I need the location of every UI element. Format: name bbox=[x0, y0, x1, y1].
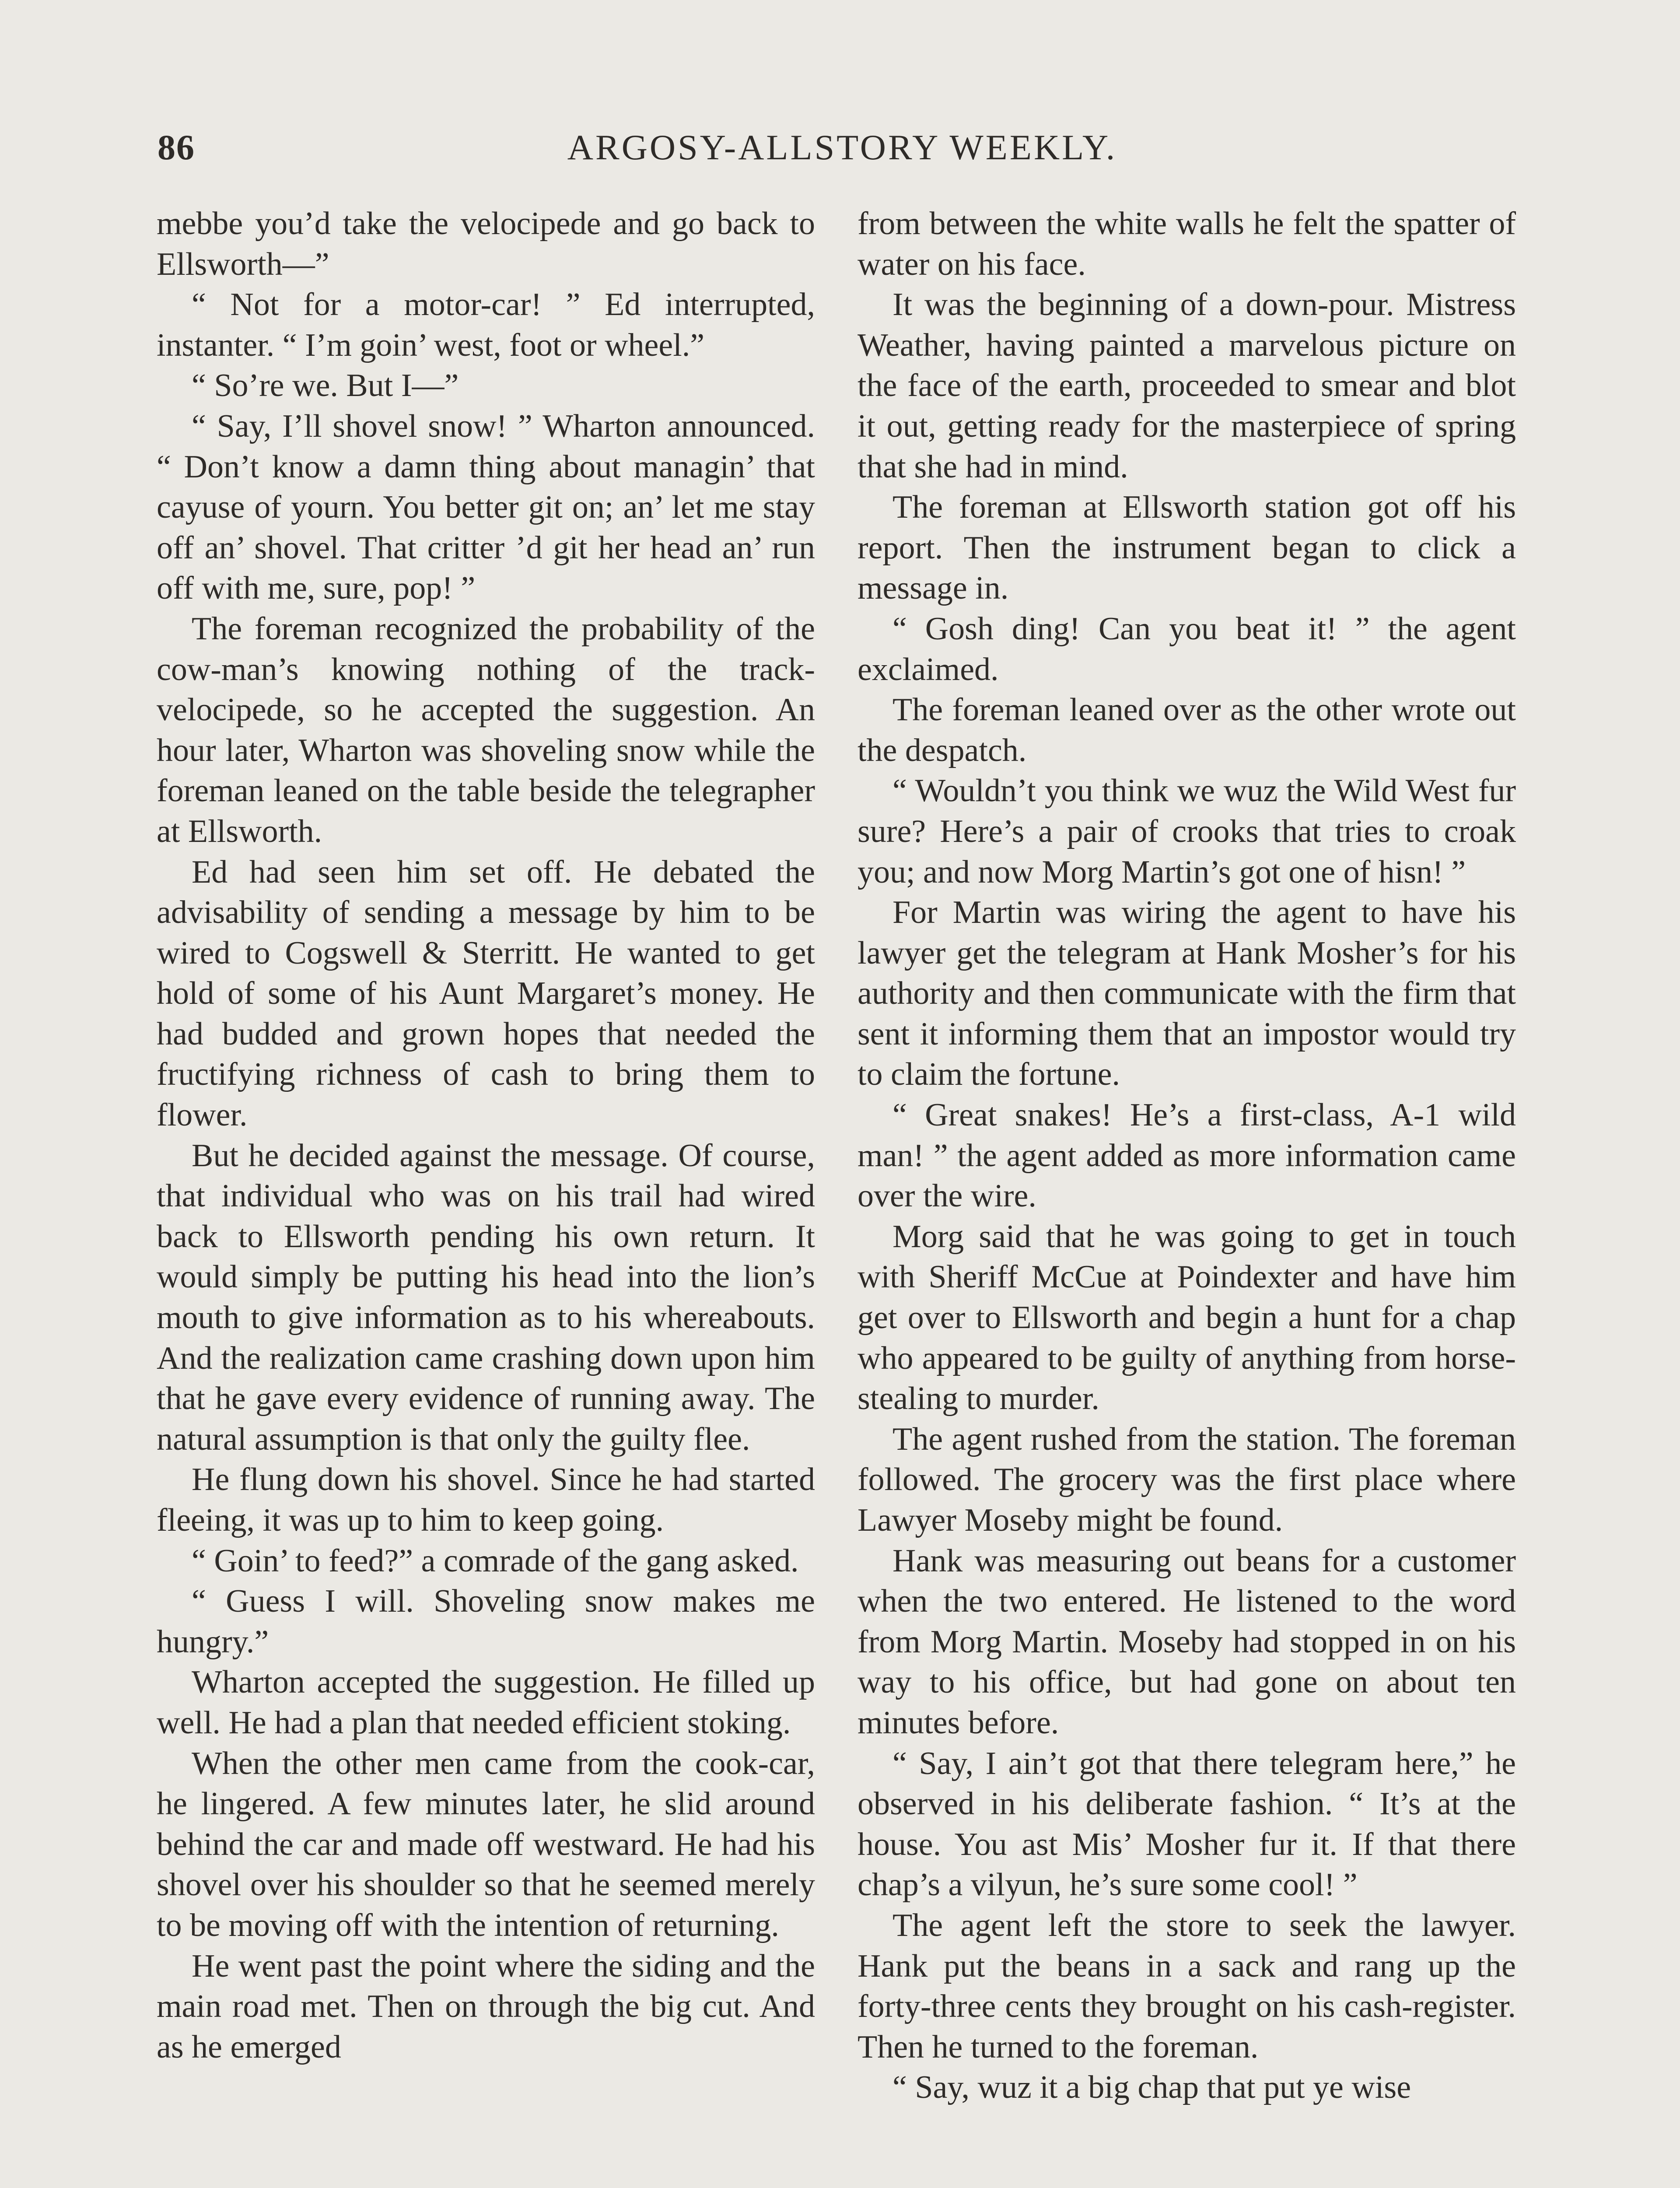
paragraph: But he decided against the message. Of course, that individual who was on his trail had wired back to Ellsworth pending his own return. It would simply be putting his head into the lion’s mouth to give information as to his whereabouts. And the realization came crashing down upon him that he gave every evidence of running away. The natural assumption is that only the guilty flee. bbox=[157, 1137, 815, 1457]
paragraph: For Martin was wiring the agent to have his lawyer get the telegram at Hank Mosher’s for his authority and then communicate with the firm that sent it informing them that an impostor would try to claim the fortune. bbox=[858, 894, 1516, 1093]
paragraph: “ So’re we. But I—” bbox=[192, 368, 459, 404]
left-column bbox=[157, 203, 815, 2067]
paragraph: The foreman leaned over as the other wrote out the despatch. bbox=[858, 692, 1516, 768]
page-header bbox=[158, 127, 1527, 175]
paragraph: “ Not for a motor-car! ” Ed interrupted, instanter. “ I’m goin’ west, foot or wheel.” bbox=[157, 287, 815, 363]
paragraph: “ Say, wuz it a big chap that put ye wise bbox=[892, 2069, 1411, 2106]
paragraph: He went past the point where the siding and the main road met. Then on through the big cut. And as he emerged bbox=[157, 1948, 815, 2065]
paragraph: When the other men came from the cook-car, he lingered. A few minutes later, he slid around behind the car and made off westward. He had his shovel over his shoulder so that he seemed merely to be moving off with the intention of returning. bbox=[157, 1745, 815, 1943]
paragraph: “ Goin’ to feed?” a comrade of the gang asked. bbox=[192, 1543, 799, 1579]
paragraph: The foreman at Ellsworth station got off his report. Then the instrument began to click a message in. bbox=[858, 489, 1516, 607]
paragraph: Wharton accepted the suggestion. He filled up well. He had a plan that needed efficient stoking. bbox=[157, 1664, 815, 1741]
paragraph: The agent left the store to seek the lawyer. Hank put the beans in a sack and rang up the forty-three cents they brought on his cash-register. Then he turned to the foreman. bbox=[858, 1907, 1516, 2065]
paragraph: Ed had seen him set off. He debated the advisability of sending a message by him to be wired to Cogswell & Sterritt. He wanted to get hold of some of his Aunt Margaret’s money. He had budded and grown hopes that needed the fructifying richness of cash to bring them to flower. bbox=[157, 854, 815, 1133]
paragraph: mebbe you’d take the velocipede and go back to Ellsworth—” bbox=[157, 206, 815, 282]
paragraph: Morg said that he was going to get in touch with Sheriff McCue at Poindexter and have him get over to Ellsworth and begin a hunt for a chap who appeared to be guilty of anything from horse-stealing to murder. bbox=[858, 1218, 1516, 1417]
paragraph: “ Say, I’ll shovel snow! ” Wharton announced. “ Don’t know a damn thing about managin’ that cayuse of yourn. You better git on; an’ let me stay off an’ shovel. That critter ’d git her head an’ run off with me, sure, pop! ” bbox=[157, 408, 815, 607]
paragraph: “ Gosh ding! Can you beat it! ” the agent exclaimed. bbox=[858, 610, 1516, 687]
paragraph: The foreman recognized the probability of the cow-man’s knowing nothing of the track-velocipede, so he accepted the suggestion. An hour later, Wharton was shoveling snow while the foreman leaned on the table beside the telegrapher at Ellsworth. bbox=[157, 610, 815, 849]
paragraph: “ Wouldn’t you think we wuz the Wild West fur sure? Here’s a pair of crooks that tries to croak you; and now Morg Martin’s got one of hisn! ” bbox=[858, 773, 1516, 890]
paragraph: He flung down his shovel. Since he had started fleeing, it was up to him to keep going. bbox=[157, 1462, 815, 1538]
paragraph: It was the beginning of a down-pour. Mistress Weather, having painted a marvelous picture on the face of the earth, proceeded to smear and blot it out, getting ready for the masterpiece of spring that she had in mind. bbox=[858, 287, 1516, 485]
paragraph: from between the white walls he felt the spatter of water on his face. bbox=[858, 206, 1516, 282]
running-head: ARGOSY-ALLSTORY WEEKLY. bbox=[567, 127, 1117, 167]
paragraph: “ Guess I will. Shoveling snow makes me hungry.” bbox=[157, 1583, 815, 1660]
paragraph: “ Great snakes! He’s a first-class, A-1 wild man! ” the agent added as more information came over the wire. bbox=[858, 1097, 1516, 1214]
page-number: 86 bbox=[158, 127, 195, 167]
paragraph: Hank was measuring out beans for a customer when the two entered. He listened to the word from Morg Martin. Moseby had stopped in on his way to his office, but had gone on about ten minutes before. bbox=[858, 1543, 1516, 1741]
paragraph: The agent rushed from the station. The foreman followed. The grocery was the first place where Lawyer Moseby might be found. bbox=[858, 1421, 1516, 1538]
right-column bbox=[858, 203, 1516, 2108]
paragraph: “ Say, I ain’t got that there telegram here,” he observed in his deliberate fashion. “ It’s at the house. You ast Mis’ Mosher fur it. If that there chap’s a vilyun, he’s sure some cool! ” bbox=[858, 1745, 1516, 1903]
